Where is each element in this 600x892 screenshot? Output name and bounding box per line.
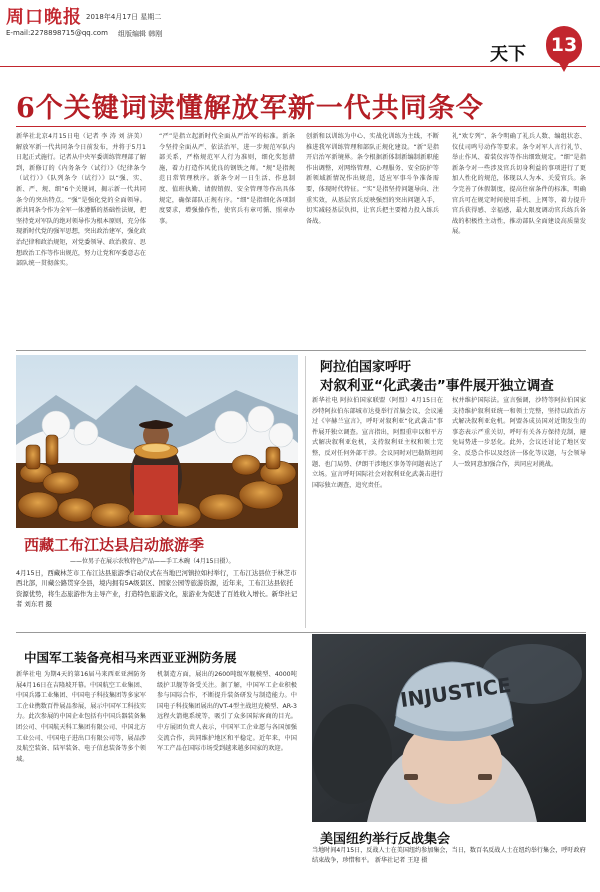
contact-email: E-mail:2278898715@qq.com	[6, 29, 108, 37]
tourism-photo-illustration	[16, 355, 298, 528]
lead-article-column-1: 新华社北京4月15日电（记者 李 涛 刘 济美） 解放军新一代共同条令日前发布，并将于5月1日起正式施行。记者从中央军委训练管理部了解到，新修订的《内务条令（试行）》《纪律条令（试行）》《队列条令（试行）》以“强、实、新、严、规、细”6个关键词，揭示新一代共同条令的突出特点。“强”是强化党的全面领导。新共同条令作为全军一体遵循的基础性法规，把坚持党对军队的绝对领导作为根本原则，充分体现新时代党的强军思想，突出政治建军，强化政治纪律和政治规矩，对党委领导、政治教育、思想政治工作等作出规范，努力让党和军委意志在部队统一贯彻落实。	[16, 133, 146, 268]
lead-headline-rule	[16, 126, 586, 127]
arab-league-column-2: 权并维护国际法。宣言强调，沙特等阿拉伯国家支持维护叙利亚统一和领土完整，坚持以政治方式解决叙利亚危机。阿盟各成员国对近期发生的事态表示严重关切，呼吁有关各方保持克制，避免局势进一步恶化。此外，会议还讨论了地区安全、反恐合作以及经济一体化等议题，与会领导人一致同意加强合作，共同应对挑战。	[452, 397, 586, 468]
military-expo-headline: 中国军工装备亮相马来西亚亚洲防务展	[24, 650, 237, 665]
lead-headline: 6个关键词读懂解放军新一代共同条令	[16, 93, 484, 124]
protest-photo-illustration	[312, 634, 586, 822]
issue-date: 2018年4月17日 星期二	[86, 13, 162, 21]
section-divider-1	[16, 350, 586, 351]
protest-photo	[312, 634, 586, 822]
lead-article-column-2: “严”是指立起新时代全面从严治军的标准。新条令坚持全面从严、依法治军，进一步规范军队内部关系，严格规范军人行为准则，细化奖惩措施，着力打造作风优良的钢铁之师。“规”是指规范日常管理秩序。新条令对一日生活、作息制度、值班执勤、请假销假、安全管理等作出具体规定，确保部队正规有序。“细”是指细化各项制度要求，增强操作性，使官兵有章可循、照章办事。	[159, 133, 295, 225]
protest-caption: 当地时间4月15日，反战人士在美国纽约参加集会，当日，数百名反战人士在纽约举行集会，呼吁政府结束战争，珍惜和平。 新华社记者 王迎 摄	[312, 847, 586, 864]
tourism-photo	[16, 355, 298, 528]
header-divider	[0, 66, 600, 67]
tourism-subtitle: ——位男子在展示农牧特色产品——手工木碗（4月15日摄）。	[70, 558, 235, 565]
tourism-body: 4月15日，西藏林芝市工布江达县旅游季启动仪式在当地巴河镇拉如村举行，工布江达县位于林芝市西北部，川藏公路贯穿全县，境内拥有5A级景区、国家公园等旅游资源，近年来，工布江达县依托资源优势，将生态旅游作为主导产业，打造特色旅游文化，旅游业为促进了百姓收入增长。新华社记者 刘东君 摄	[16, 569, 298, 608]
protest-sign-text: INJUSTICE	[398, 672, 513, 713]
lead-article-column-4: 礼“欢专列”、条令明确了礼兵人数、编组状态、仪仗司鸣号动作等要求。条令对军人言行礼节、举止作风、着装仪容等作出细致规定。“细”是指新条令对一些涉及官兵切身利益的事项进行了更加人性化的规范，体现以人为本、关爱官兵。条令完善了休假制度，提高住宿条件的标准，明确官兵可在规定时间使用手机、上网等，着力提升官兵获得感、幸福感，最大限度调动官兵练兵备战的积极性主动性，推动部队全面建设高质量发展。	[452, 133, 586, 236]
layout-editor: 组版编辑 韩刚	[118, 30, 163, 38]
newspaper-logo: 周口晚报	[6, 7, 82, 28]
arab-league-kicker: 阿拉伯国家呼吁	[320, 360, 412, 375]
column-divider	[305, 356, 306, 628]
section-name: 天下	[490, 44, 526, 65]
protest-headline: 美国纽约举行反战集会	[320, 832, 451, 847]
section-divider-2	[16, 632, 586, 633]
page-number-badge: 13	[546, 26, 582, 64]
tourism-headline: 西藏工布江达县启动旅游季	[24, 536, 205, 554]
military-expo-column-2: 机制造方面，展出的2600吨级军舰模型、4000吨级护卫舰等备受关注。据了解，中国军工企业积极参与国际合作，不断提升装备研发与制造能力。中国电子科技集团展出的VT-4型主战坦克模型、AR-3远程火箭炮系统等，吸引了众多国际客商的目光。中方展团负责人表示，中国军工企业愿与各国加强交流合作，共同维护地区和平稳定。近年来，中国军工产品在国际市场受到越来越多国家的欢迎。	[157, 671, 297, 753]
arab-league-headline: 对叙利亚“化武袭击”事件展开独立调查	[320, 378, 554, 394]
military-expo-column-1: 新华社电 为期4天的第16届马来西亚亚洲防务展4月16日在吉隆坡开幕。中国航空工业集团、中国兵器工业集团、中国电子科技集团等多家军工企业携数百件展品参展，展示中国军工科技实力。此次参展的中国企业包括有中国兵器装备集团公司、中国航天科工集团有限公司、中国北方工业公司、中国电子进出口有限公司等，展品涉及航空装备、陆军装备、电子信息装备等多个领域。	[16, 671, 146, 763]
arab-league-column-1: 新华社电 阿拉伯国家联盟（阿盟）4月15日在沙特阿拉伯东部城市达曼举行首脑会议，会议通过《宰赫兰宣言》，呼吁对叙利亚“化武袭击”事件展开独立调查。宣言指出，阿盟重申以和平方式解决叙利亚危机，支持叙利亚主权和领土完整，反对任何外部干涉。会议同时对巴勒斯坦问题、也门局势、伊朗干涉地区事务等问题表达了立场。宣言呼吁国际社会对叙利亚化武袭击进行国际独立调查，追究责任。	[312, 397, 443, 489]
lead-article-column-3: 创新和以训练为中心、实战化训练为主线，不断推进我军训练管理和部队正规化建设。“新”是指开启治军新境界。条令根据新体制新编制新职能作出调整，对网络管理、心理服务、安全防护等新领域新情况作出规范，适应军事斗争准备需要，体现时代特征。“实”是指坚持问题导向、注重实效，从基层官兵反映强烈的突出问题入手，切实减轻基层负担，让官兵把主要精力投入练兵备战。	[306, 133, 439, 225]
